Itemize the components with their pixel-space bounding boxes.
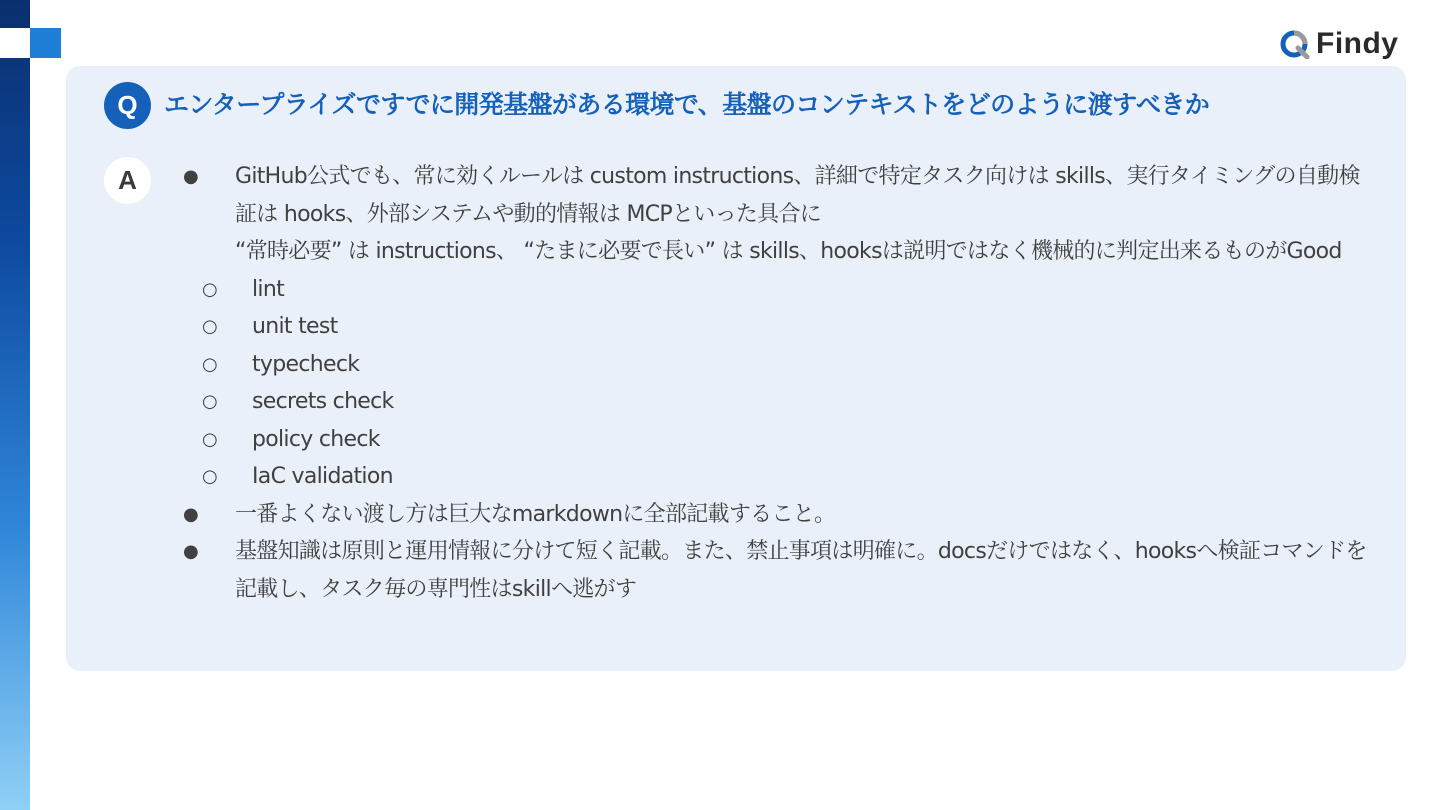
sub-bullet-item xyxy=(202,346,1380,384)
bullet-marker: ● xyxy=(183,166,199,187)
question-badge: Q xyxy=(104,82,151,129)
bullet-marker: ● xyxy=(183,541,199,562)
sub-bullet-text: secrets check xyxy=(252,389,394,414)
findy-logo-text: Findy xyxy=(1316,27,1399,60)
sub-bullet-item xyxy=(202,383,1380,421)
answer-bullet xyxy=(180,158,1380,271)
bullet-paragraph: 一番よくない渡し方は巨大なmarkdownに全部記載すること。 xyxy=(235,501,836,527)
answer-body xyxy=(180,158,1380,608)
findy-logo-icon xyxy=(1280,29,1310,59)
answer-bullet xyxy=(180,533,1380,608)
bullet-paragraph: GitHub公式でも、常に効くルールは custom instructions、詳細で特定タスク向けは skills、実行タイミングの自動検証は hooks、外部システムや動的情報は MCPといった具合に xyxy=(235,164,1360,227)
sub-bullet-marker: ○ xyxy=(202,278,218,300)
sub-bullet-marker: ○ xyxy=(202,466,218,487)
bullet-content xyxy=(235,496,1380,534)
sub-bullet-text: unit test xyxy=(252,314,338,339)
sub-bullet-marker: ○ xyxy=(202,428,218,450)
sub-bullet-text: policy check xyxy=(252,426,380,452)
sub-bullet-item xyxy=(202,458,1380,496)
bullet-content xyxy=(235,533,1380,608)
sub-bullet-list xyxy=(180,271,1380,496)
sub-bullet-item xyxy=(202,308,1380,346)
bullet-paragraph: 基盤知識は原則と運用情報に分けて短く記載。また、禁止事項は明確に。docsだけではなく、hooksへ検証コマンドを記載し、タスク毎の専門性はskillへ逃がす xyxy=(235,539,1367,602)
decorative-square-blue xyxy=(30,28,61,58)
bullet-marker: ● xyxy=(183,503,199,525)
sub-bullet-item xyxy=(202,421,1380,459)
sub-bullet-text: IaC validation xyxy=(252,464,393,489)
sub-bullet-marker: ○ xyxy=(202,391,218,412)
sub-bullet-text: lint xyxy=(252,276,284,302)
findy-logo xyxy=(1280,26,1399,62)
sub-bullet-marker: ○ xyxy=(202,353,218,375)
answer-badge: A xyxy=(104,157,151,204)
bullet-content xyxy=(235,158,1380,271)
sub-bullet-marker: ○ xyxy=(202,316,218,337)
answer-bullet xyxy=(180,496,1380,534)
bullet-paragraph: “常時必要” は instructions、 “たまに必要で長い” は skills、hooksは説明ではなく機械的に判定出来るものがGood xyxy=(235,239,1342,264)
question-text: エンタープライズですでに開発基盤がある環境で、基盤のコンテキストをどのように渡すべきか xyxy=(164,90,1210,119)
sub-bullet-item xyxy=(202,271,1380,309)
side-gradient-stripe xyxy=(0,0,30,810)
sub-bullet-text: typecheck xyxy=(252,351,360,377)
decorative-square-white xyxy=(0,28,30,58)
qa-card xyxy=(66,66,1406,671)
